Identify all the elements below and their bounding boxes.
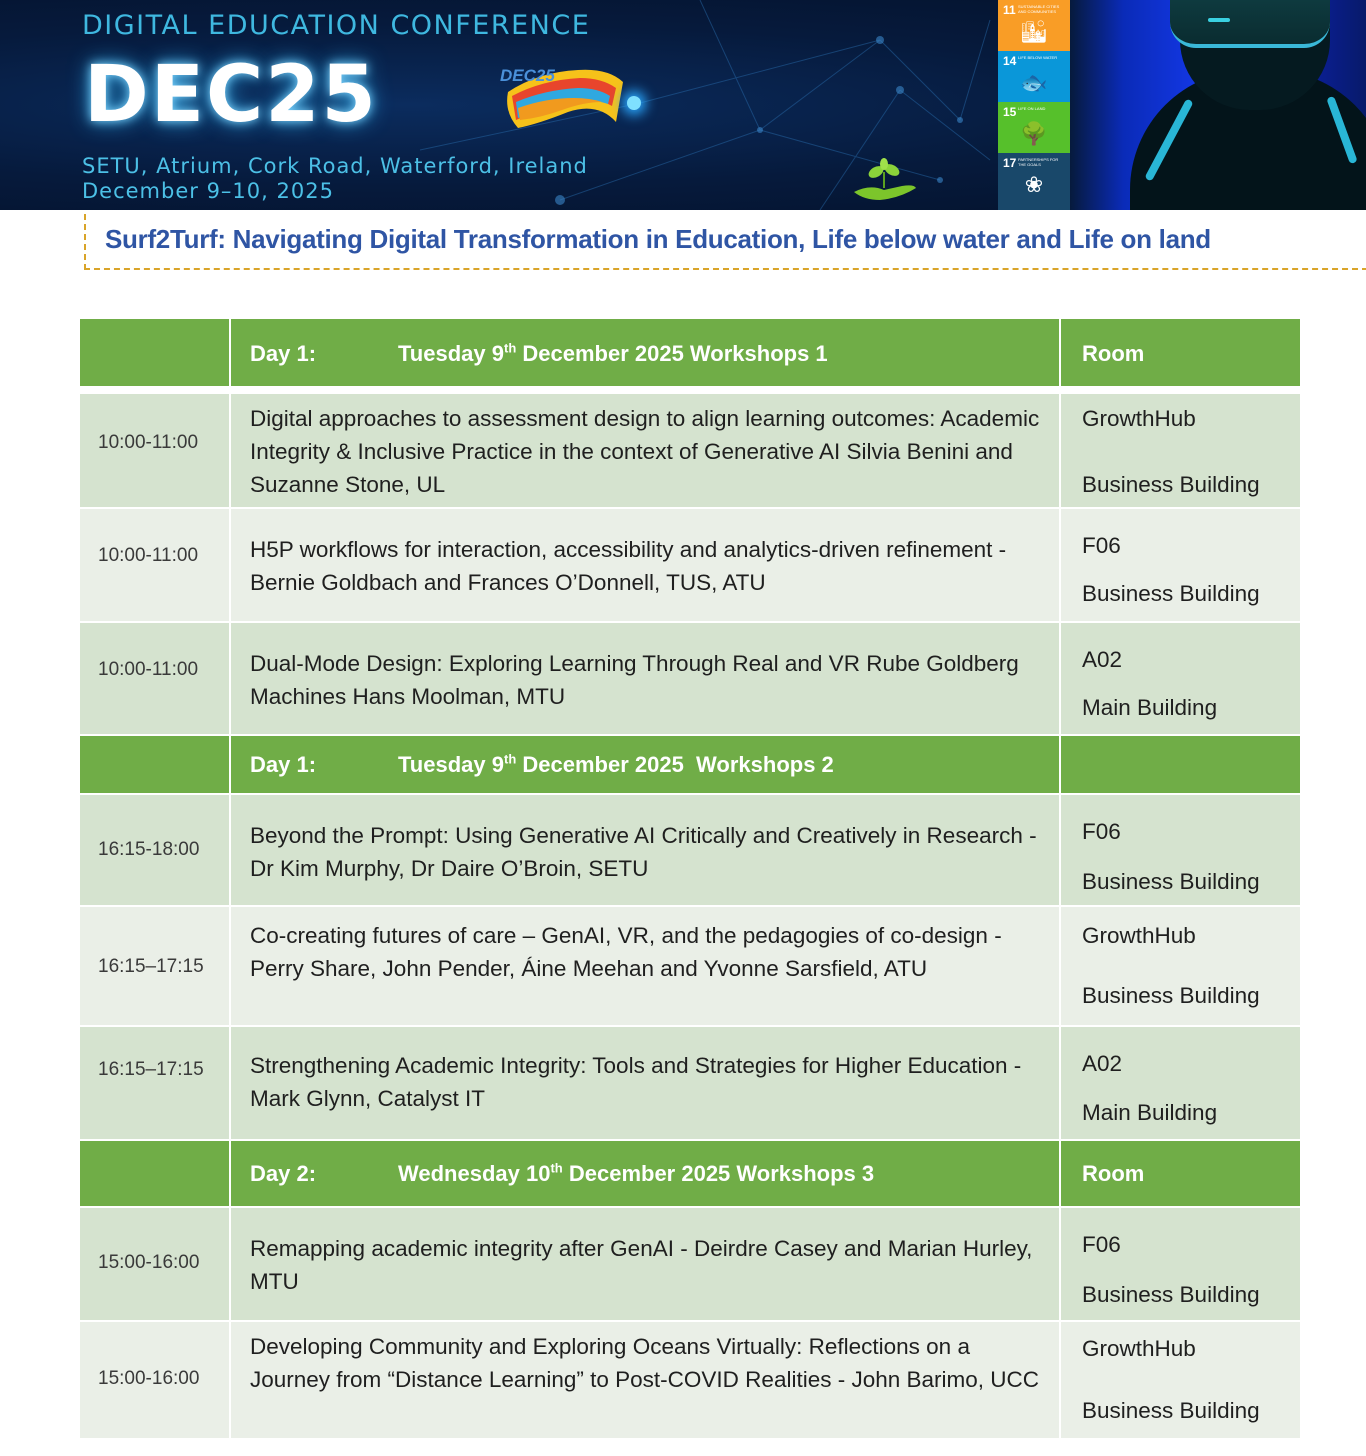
brand-wordmark: DEC25 (84, 50, 378, 140)
sdg-tile-11: 11 SUSTAINABLE CITIES AND COMMUNITIES 🏙 (998, 0, 1070, 51)
session-time: 16:15–17:15 (98, 1059, 204, 1080)
session-building: Main Building (1082, 1100, 1218, 1125)
fish-icon: 🐟 (1020, 70, 1048, 95)
sdg-tile-17: 17 PARTNERSHIPS FOR THE GOALS ❀ (998, 153, 1070, 210)
section-header-workshops-1 (79, 318, 1301, 387)
header-time-cell (79, 318, 230, 387)
session-room: A02 (1082, 647, 1123, 672)
sdg-tile-14: 14 LIFE BELOW WATER 🐟 (998, 51, 1070, 102)
session-title: Developing Community and Exploring Oceans Virtually: Reflections on a Journey from “Distance Learning” to Post-COVID Realities - John Barimo, UCC (250, 1334, 1040, 1392)
conference-title: DIGITAL EDUCATION CONFERENCE (82, 10, 591, 41)
sdg-tile-15: 15 LIFE ON LAND 🌳 (998, 102, 1070, 153)
header-title-cell (230, 735, 1060, 794)
session-time: 15:00-16:00 (98, 1252, 200, 1273)
conference-dates: December 9–10, 2025 (82, 179, 334, 203)
session-title: Digital approaches to assessment design to align learning outcomes: Academic Integrity & Inclusive Practice in the context of Generative AI Silvia Benini and Suzanne Stone, UL (250, 406, 1040, 497)
header-room-cell (1060, 1140, 1301, 1207)
date-label: Tuesday 9th December 2025 Workshops 2 (398, 751, 834, 777)
header-room-cell (1060, 318, 1301, 387)
tree-icon: 🌳 (1020, 121, 1048, 146)
header-room-cell (1060, 735, 1301, 794)
subtitle-frame (84, 214, 1366, 270)
city-buildings-icon: 🏙 (1020, 19, 1048, 44)
session-room: GrowthHub (1082, 1336, 1196, 1361)
session-time: 10:00-11:00 (98, 432, 199, 453)
session-row (79, 508, 1301, 622)
session-building: Main Building (1082, 695, 1218, 720)
session-title: Dual-Mode Design: Exploring Learning Through Real and VR Rube Goldberg Machines Hans Moolman, MTU (250, 651, 1019, 709)
session-title: H5P workflows for interaction, accessibility and analytics-driven refinement -Bernie Goldbach and Frances O’Donnell, TUS, ATU (250, 537, 1007, 595)
session-room: F06 (1082, 533, 1121, 558)
room-header: Room (1082, 1161, 1145, 1186)
header-title-cell (230, 318, 1060, 387)
day-label: Day 1: (250, 341, 317, 366)
session-time: 10:00-11:00 (98, 545, 199, 566)
workshop-schedule-table (79, 318, 1301, 1439)
conference-theme-subtitle: Surf2Turf: Navigating Digital Transformation in Education, Life below water and Life on land (105, 224, 1211, 254)
day-label: Day 2: (250, 1161, 317, 1186)
date-label: Wednesday 10th December 2025 Workshops 3 (398, 1160, 875, 1186)
session-building: Business Building (1082, 1282, 1260, 1307)
sdg-goals-strip (998, 0, 1070, 210)
logo-text: DEC25 (500, 66, 555, 85)
session-building: Business Building (1082, 983, 1260, 1008)
session-room: F06 (1082, 1232, 1121, 1257)
header-time-cell (79, 735, 230, 794)
header-time-cell (79, 1140, 230, 1207)
session-row (79, 794, 1301, 906)
session-time: 15:00-16:00 (98, 1368, 200, 1389)
header-title-cell (230, 1140, 1060, 1207)
session-time: 10:00-11:00 (98, 659, 199, 680)
vr-headset-photo (1070, 0, 1366, 210)
session-room: A02 (1082, 1051, 1123, 1076)
session-building: Business Building (1082, 869, 1260, 894)
session-title: Remapping academic integrity after GenAI - Deirdre Casey and Marian Hurley, MTU (250, 1236, 1033, 1294)
session-room: GrowthHub (1082, 923, 1196, 948)
venue-text: SETU, Atrium, Cork Road, Waterford, Ireland (82, 154, 588, 178)
conference-banner (0, 0, 1366, 210)
session-building: Business Building (1082, 472, 1260, 497)
vr-headset-icon (1170, 0, 1330, 48)
session-building: Business Building (1082, 1398, 1260, 1423)
session-row (79, 906, 1301, 1026)
glow-node-decoration (627, 96, 641, 110)
session-title: Beyond the Prompt: Using Generative AI Critically and Creatively in Research - Dr Kim Murphy, Dr Daire O’Broin, SETU (250, 823, 1037, 881)
session-building: Business Building (1082, 581, 1260, 606)
hand-holding-plant-icon (850, 158, 920, 202)
session-room: GrowthHub (1082, 406, 1196, 431)
session-row (79, 622, 1301, 735)
session-row (79, 1321, 1301, 1439)
session-row (79, 1207, 1301, 1321)
session-time: 16:15-18:00 (98, 839, 200, 860)
session-title: Strengthening Academic Integrity: Tools and Strategies for Higher Education - Mark Glynn, Catalyst IT (250, 1053, 1022, 1111)
session-room: F06 (1082, 819, 1121, 844)
session-row (79, 393, 1301, 508)
session-row (79, 1026, 1301, 1140)
session-time: 16:15–17:15 (98, 956, 204, 977)
section-header-workshops-3 (79, 1140, 1301, 1207)
flower-rings-icon: ❀ (1024, 172, 1044, 197)
date-label: Tuesday 9th December 2025 Workshops 1 (398, 340, 828, 366)
session-title: Co-creating futures of care – GenAI, VR, and the pedagogies of co-design - Perry Share, John Pender, Áine Meehan and Yvonne Sarsfield, ATU (250, 923, 1002, 981)
section-header-workshops-2 (79, 735, 1301, 794)
room-header: Room (1082, 341, 1145, 366)
day-label: Day 1: (250, 752, 317, 777)
